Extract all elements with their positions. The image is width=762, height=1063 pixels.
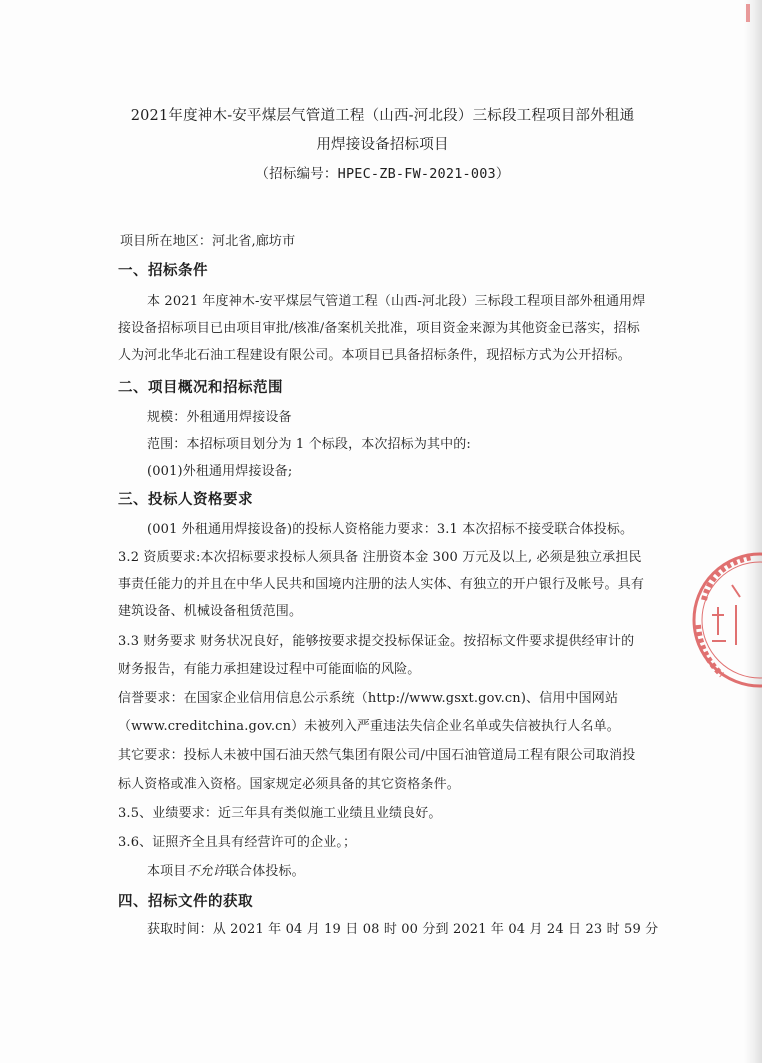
section1-paragraph-line1: 本 2021 年度神木-安平煤层气管道工程（山西-河北段）三标段工程项目部外租通用焊 [147, 294, 646, 309]
section3-line13 [147, 862, 305, 882]
section3-line5: 3.3 财务要求 财务状况良好，能够按要求提交投标保证金。按招标文件要求提供经审计的 [118, 634, 635, 649]
section3-line8: （www.creditchina.gov.cn）未被列入严重违法失信企业名单或失信被执行人名单。 [118, 719, 620, 734]
document-tender-number: （招标编号：HPEC-ZB-FW-2021-003） [255, 166, 510, 182]
section3-line1: (001 外租通用焊接设备)的投标人资格能力要求：3.1 本次招标不接受联合体投标。 [147, 522, 634, 537]
section1-paragraph-line3: 人为河北华北石油工程建设有限公司。本项目已具备招标条件，现招标方式为公开招标。 [118, 348, 631, 363]
section1-paragraph-line2: 接设备招标项目已由项目审批/核准/备案机关批准，项目资金来源为其他资金已落实，招标 [118, 321, 640, 336]
section3-line6: 财务报告，有能力承担建设过程中可能面临的风险。 [118, 662, 421, 677]
section3-line12: 3.6、证照齐全且具有经营许可的企业。； [118, 835, 357, 850]
section2-scope: 范围：本招标项目划分为 1 个标段，本次招标为其中的: [147, 437, 471, 452]
corner-stamp-mark [746, 4, 750, 22]
section3-line2: 3.2 资质要求:本次招标要求投标人须具备 注册资本金 300 万元及以上, 必须是独立承担民 [118, 550, 642, 565]
document-title-line2: 用焊接设备招标项目 [316, 137, 449, 153]
section4-acquisition-time: 获取时间：从 2021 年 04 月 19 日 08 时 00 分到 2021 年 04 月 24 日 23 时 59 分 [147, 922, 659, 937]
section3-line7: 信誉要求：在国家企业信用信息公示系统（http://www.gsxt.gov.cn)、信用中国网站 [118, 691, 619, 706]
section3-heading: 三、投标人资格要求 [118, 492, 253, 508]
joint-bid-suffix: 联合体投标。 [225, 864, 305, 879]
joint-bid-prefix: 本项目 [147, 864, 187, 879]
project-location: 项目所在地区：河北省,廊坊市 [120, 234, 296, 249]
page-edge-shadow [744, 0, 762, 1063]
section1-heading: 一、招标条件 [118, 263, 208, 279]
section3-line4: 建筑设备、机械设备租赁范围。 [118, 604, 303, 619]
section2-lot: (001)外租通用焊接设备; [147, 464, 293, 479]
section3-line11: 3.5、业绩要求：近三年具有类似施工业绩且业绩良好。 [118, 806, 442, 821]
section2-heading: 二、项目概况和招标范围 [118, 380, 283, 396]
section3-line3: 事责任能力的并且在中华人民共和国境内注册的法人实体、有独立的开户银行及帐号。具有 [118, 577, 645, 592]
section3-line10: 标人资格或准入资格。国家规定必须具备的其它资格条件。 [118, 777, 460, 792]
section4-heading: 四、招标文件的获取 [118, 894, 253, 910]
section3-line9: 其它要求：投标人未被中国石油天然气集团有限公司/中国石油管道局工程有限公司取消投 [118, 748, 636, 763]
section2-scale: 规模：外租通用焊接设备 [147, 410, 292, 425]
joint-bid-not-allowed: 不允许 [186, 864, 226, 879]
document-title-line1: 2021年度神木-安平煤层气管道工程（山西-河北段）三标段工程项目部外租通 [130, 108, 635, 124]
